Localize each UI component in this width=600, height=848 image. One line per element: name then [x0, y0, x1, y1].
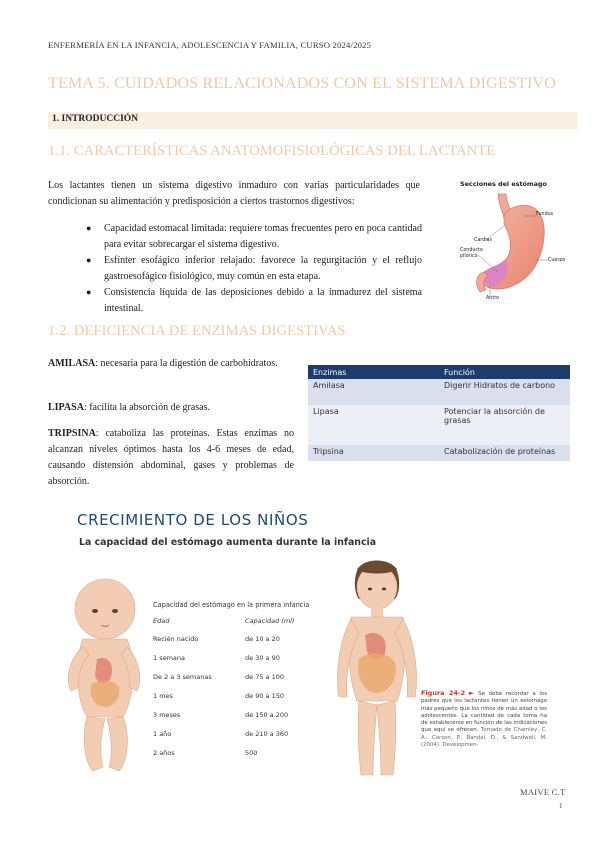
infant-illustration — [57, 567, 147, 777]
table-cell: Potenciar la absorción de grasas — [439, 405, 570, 445]
table-row: 2 años 500 — [153, 748, 258, 757]
label-pyloric: Conducto pilórico — [460, 248, 483, 259]
bullet-icon: ● — [86, 223, 92, 233]
intro-paragraph: Los lactantes tienen un sistema digestivo inmaduro con varias particularidades que condicionan su alimentación y predisposición a ciertos trastornos digestivos: — [48, 180, 420, 207]
list-item: ● Capacidad estomacal limitada: requiere tomas frecuentes pero en poca cantidad para evitar sobrecargar el sistema digestivo. — [86, 223, 422, 250]
capacity-table-title: Capacidad del estómago en la primera infancia — [153, 601, 310, 609]
growth-infographic — [55, 505, 548, 780]
label-body: Cuerpo — [548, 258, 566, 263]
subsection-title-anatomy: 1.1. CARACTERÍSTICAS ANATOMOFISIOLÓGICAS DEL LACTANTE — [48, 143, 496, 159]
table-row: 1 mes de 90 a 150 — [153, 691, 284, 700]
column-header: Capacidad (ml) — [245, 617, 295, 625]
column-header: Edad — [153, 617, 170, 625]
course-header: ENFERMERÍA EN LA INFANCIA, ADOLESCENCIA Y FAMILIA, CURSO 2024/2025 — [48, 40, 372, 50]
label-fundus: Fundus — [536, 212, 554, 217]
bullet-icon: ● — [86, 255, 92, 265]
table-header-row — [308, 365, 570, 379]
label-cardias: Cardias — [474, 238, 492, 243]
table-cell: Tripsina — [308, 445, 439, 461]
stomach-illustration — [440, 180, 575, 310]
table-row — [308, 405, 570, 445]
table-cell: Amilasa — [308, 379, 439, 405]
infographic-subtitle: La capacidad del estómago aumenta durante la infancia — [79, 537, 377, 548]
column-header: Enzimas — [308, 365, 439, 379]
enzyme-table — [308, 365, 570, 461]
table-row: 1 año de 210 a 360 — [153, 729, 289, 738]
stomach-sections-figure — [440, 180, 575, 310]
table-row: 3 meses de 150 a 200 — [153, 710, 289, 719]
figure-source: Tomado de Chamley, C. A., Carson, P., Randal, D., & Sandwell, M. (2004). Developmen- — [421, 727, 547, 749]
footer-author: MAIVE C.T — [520, 787, 566, 797]
stomach-capacity-table — [153, 601, 323, 762]
section-heading: 1. INTRODUCCIÓN — [52, 114, 139, 124]
figure-caption — [421, 690, 547, 749]
table-row: De 2 a 3 semanas de 75 a 100 — [153, 672, 284, 681]
page-title: TEMA 5. CUIDADOS RELACIONADOS CON EL SISTEMA DIGESTIVO — [48, 75, 556, 92]
table-row — [308, 445, 570, 461]
child-illustration — [327, 551, 427, 779]
table-cell: Catabolización de proteínas — [439, 445, 570, 461]
column-header: Función — [439, 365, 570, 379]
figure-label: Figura 24-2 — [421, 689, 466, 697]
figure-title: Secciones del estómago — [460, 180, 547, 188]
table-row: 1 semana de 30 a 90 — [153, 653, 280, 662]
lipasa-paragraph: LIPASA: facilita la absorción de grasas. — [48, 402, 210, 413]
amilasa-paragraph: AMILASA: necesaria para la digestión de carbohidratos. — [48, 358, 278, 369]
label-antrum: Antro — [486, 296, 500, 301]
table-header-row — [153, 613, 323, 629]
table-row — [308, 379, 570, 405]
table-row: Recién nacido de 10 a 20 — [153, 634, 280, 643]
table-cell: Lipasa — [308, 405, 439, 445]
infographic-title: CRECIMIENTO DE LOS NIÑOS — [77, 511, 309, 529]
tripsina-paragraph: TRIPSINA: cataboliza las proteínas. Estas enzimas no alcanzan niveles óptimos hasta los 4-6 meses de edad, causando distensión abdominal, gases y problemas de absorción. — [48, 428, 294, 487]
figure-caption-text: Se debe recordar a los padres que los lactantes tienen un estómago más pequeño que los niños de más edad o los adolescentes. La cantidad de cada toma ha de establecerse en función de las indicaciones que aquí se ofrecen. — [421, 691, 547, 734]
list-item: ● Consistencia líquida de las deposiciones debido a la inmadurez del sistema intestinal. — [86, 287, 422, 314]
bullet-icon: ● — [86, 287, 92, 297]
subsection-title-enzymes: 1.2. DEFICIENCIA DE ENZIMAS DIGESTIVAS — [48, 323, 346, 339]
list-item: ● Esfínter esofágico inferior relajado: favorece la regurgitación y el reflujo gastroesofágico fisiológico, muy común en esta etapa. — [86, 255, 422, 282]
table-cell: Digerir Hidratos de carbono — [439, 379, 570, 405]
arrow-right-icon: ► — [468, 689, 479, 697]
page-number: 1 — [559, 802, 563, 810]
bullet-list — [86, 221, 422, 317]
